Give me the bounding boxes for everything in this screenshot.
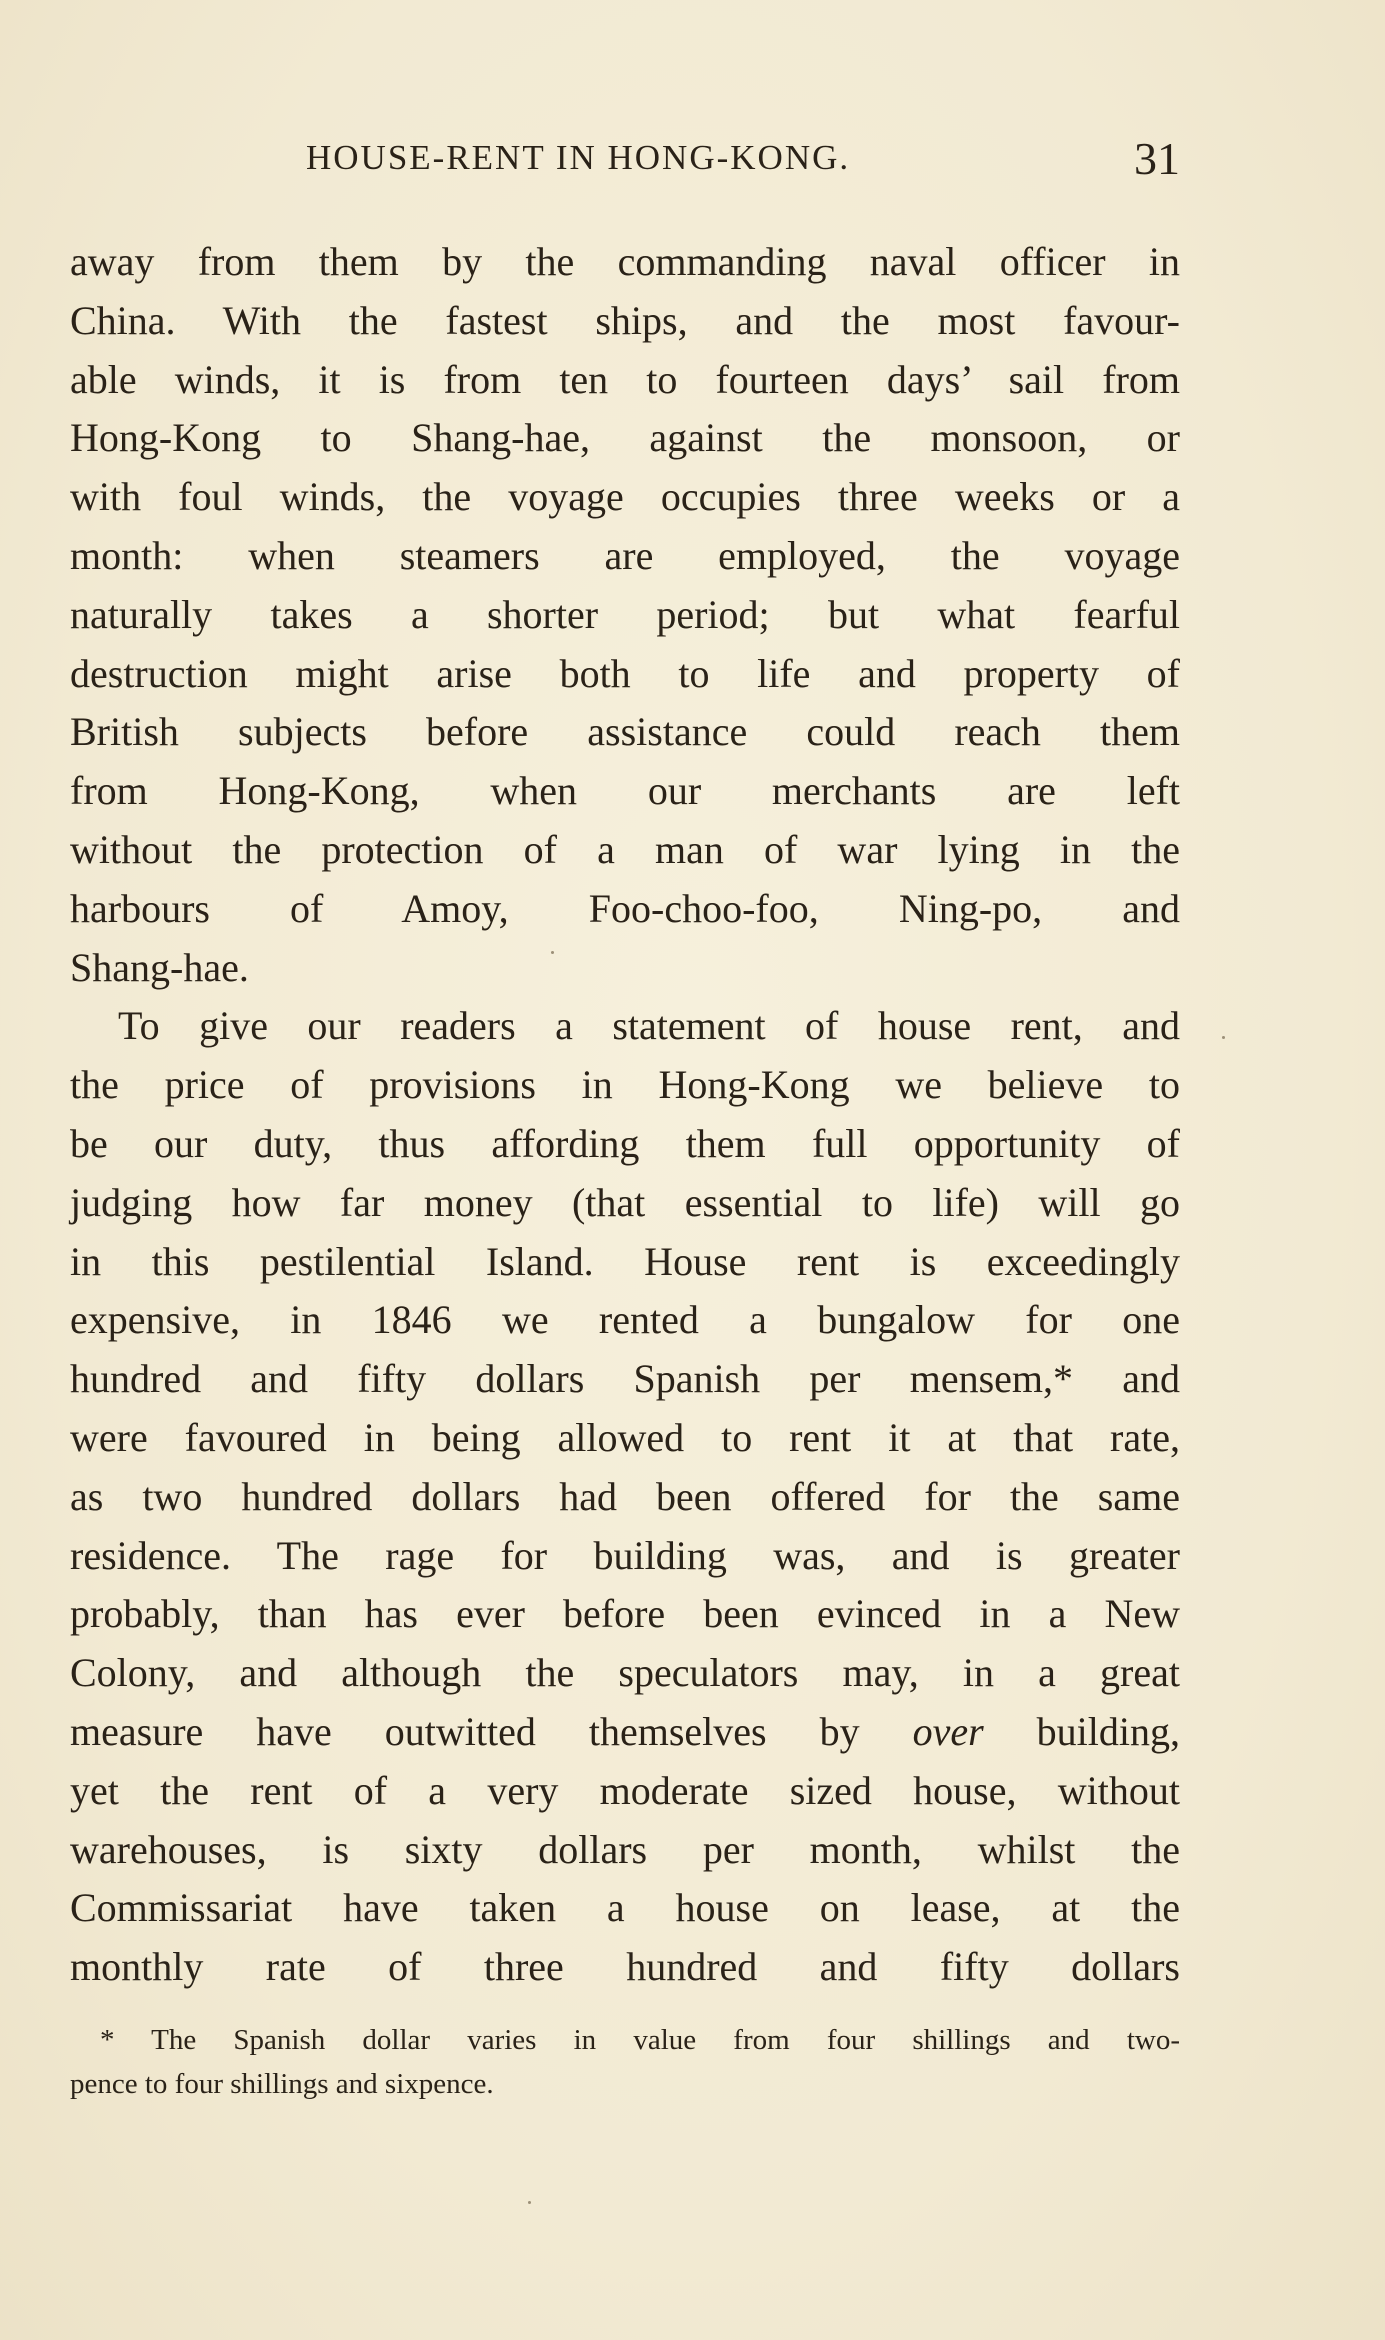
text-line-text: naturally takes a shorter period; but what fearful <box>70 591 1180 637</box>
text-line <box>70 1879 1180 1938</box>
text-line-text: probably, than has ever before been evinced in a New <box>70 1591 1180 1637</box>
text-line <box>70 1644 1180 1703</box>
text-line-text: Hong-Kong to Shang-hae, against the monsoon, or <box>70 415 1180 461</box>
text-line <box>70 1174 1180 1233</box>
text-line-text: residence. The rage for building was, and is greater <box>70 1532 1180 1578</box>
text-line-text: yet the rent of a very moderate sized house, without <box>70 1767 1180 1813</box>
text-line <box>70 233 1180 292</box>
text-line-text: harbours of Amoy, Foo-choo-foo, Ning-po, and <box>70 885 1180 931</box>
text-line-text: were favoured in being allowed to rent it at that rate, <box>70 1414 1180 1460</box>
text-line <box>70 468 1180 527</box>
footnote <box>70 2018 1180 2106</box>
text-line <box>70 1291 1180 1350</box>
italic-word: over <box>912 1708 984 1754</box>
text-line <box>70 880 1180 939</box>
footnote-line <box>70 2018 1180 2062</box>
running-head <box>70 132 1180 192</box>
text-line <box>70 586 1180 645</box>
text-line <box>70 939 1180 998</box>
paper-speck <box>528 2201 531 2204</box>
text-line <box>70 1938 1180 1997</box>
text-line-text: warehouses, is sixty dollars per month, whilst the <box>70 1826 1180 1872</box>
text-line <box>70 1056 1180 1115</box>
text-line <box>70 351 1180 410</box>
text-line <box>70 1821 1180 1880</box>
text-line <box>70 409 1180 468</box>
text-line <box>70 1703 1180 1762</box>
text-line <box>70 292 1180 351</box>
text-line-text: from Hong-Kong, when our merchants are left <box>70 768 1180 814</box>
text-line-text: monthly rate of three hundred and fifty dollars <box>70 1944 1180 1990</box>
text-line <box>70 762 1180 821</box>
text-line <box>70 1585 1180 1644</box>
text-line-text: destruction might arise both to life and property of <box>70 650 1180 696</box>
text-line-text: the price of provisions in Hong-Kong we believe to <box>70 1062 1180 1108</box>
paper-speck <box>1222 1036 1225 1039</box>
text-line-text: without the protection of a man of war lying in the <box>70 826 1180 872</box>
text-line-text: month: when steamers are employed, the voyage <box>70 532 1180 578</box>
text-line-text: Colony, and although the speculators may, in a great <box>70 1650 1180 1696</box>
text-line-text: Shang-hae. <box>70 944 249 990</box>
page-number: 31 <box>1134 133 1180 184</box>
text-line-text: hundred and fifty dollars Spanish per mensem,* and <box>70 1356 1180 1402</box>
text-line-text: British subjects before assistance could reach them <box>70 709 1180 755</box>
running-title: HOUSE-RENT IN HONG-KONG. <box>306 138 851 177</box>
text-line-text: Commissariat have taken a house on lease, at the <box>70 1885 1180 1931</box>
text-line-text: judging how far money (that essential to life) will go <box>70 1179 1180 1225</box>
text-line-text: as two hundred dollars had been offered for the same <box>70 1473 1180 1519</box>
footnote-line <box>70 2062 1180 2106</box>
text-line-text: China. With the fastest ships, and the most favour- <box>70 297 1180 343</box>
text-line-text: in this pestilential Island. House rent is exceedingly <box>70 1238 1180 1284</box>
text-line <box>70 703 1180 762</box>
text-line-text: away from them by the commanding naval officer in <box>70 239 1180 284</box>
footnote-line-text: pence to four shillings and sixpence. <box>70 2068 494 2100</box>
text-line-text: be our duty, thus affording them full opportunity of <box>70 1120 1180 1166</box>
text-line <box>70 821 1180 880</box>
text-line <box>70 1762 1180 1821</box>
text-line <box>70 997 1180 1056</box>
paper-speck <box>551 951 554 954</box>
text-line <box>70 645 1180 704</box>
text-line <box>70 1409 1180 1468</box>
footnote-line-text: * The Spanish dollar varies in value from four shillings and two- <box>100 2024 1180 2056</box>
text-line <box>70 1115 1180 1174</box>
body-text <box>70 233 1180 1997</box>
text-line <box>70 1527 1180 1586</box>
text-line <box>70 1350 1180 1409</box>
text-line <box>70 1468 1180 1527</box>
text-line-text-after: building, <box>983 1708 1180 1754</box>
text-line-text: able winds, it is from ten to fourteen days’ sail from <box>70 356 1180 402</box>
text-line-text: with foul winds, the voyage occupies three weeks or a <box>70 474 1180 520</box>
text-line-text: expensive, in 1846 we rented a bungalow for one <box>70 1297 1180 1343</box>
text-line <box>70 1233 1180 1292</box>
text-line-text: To give our readers a statement of house rent, and <box>118 1003 1180 1049</box>
text-line <box>70 527 1180 586</box>
text-line-text: measure have outwitted themselves by <box>70 1708 860 1754</box>
